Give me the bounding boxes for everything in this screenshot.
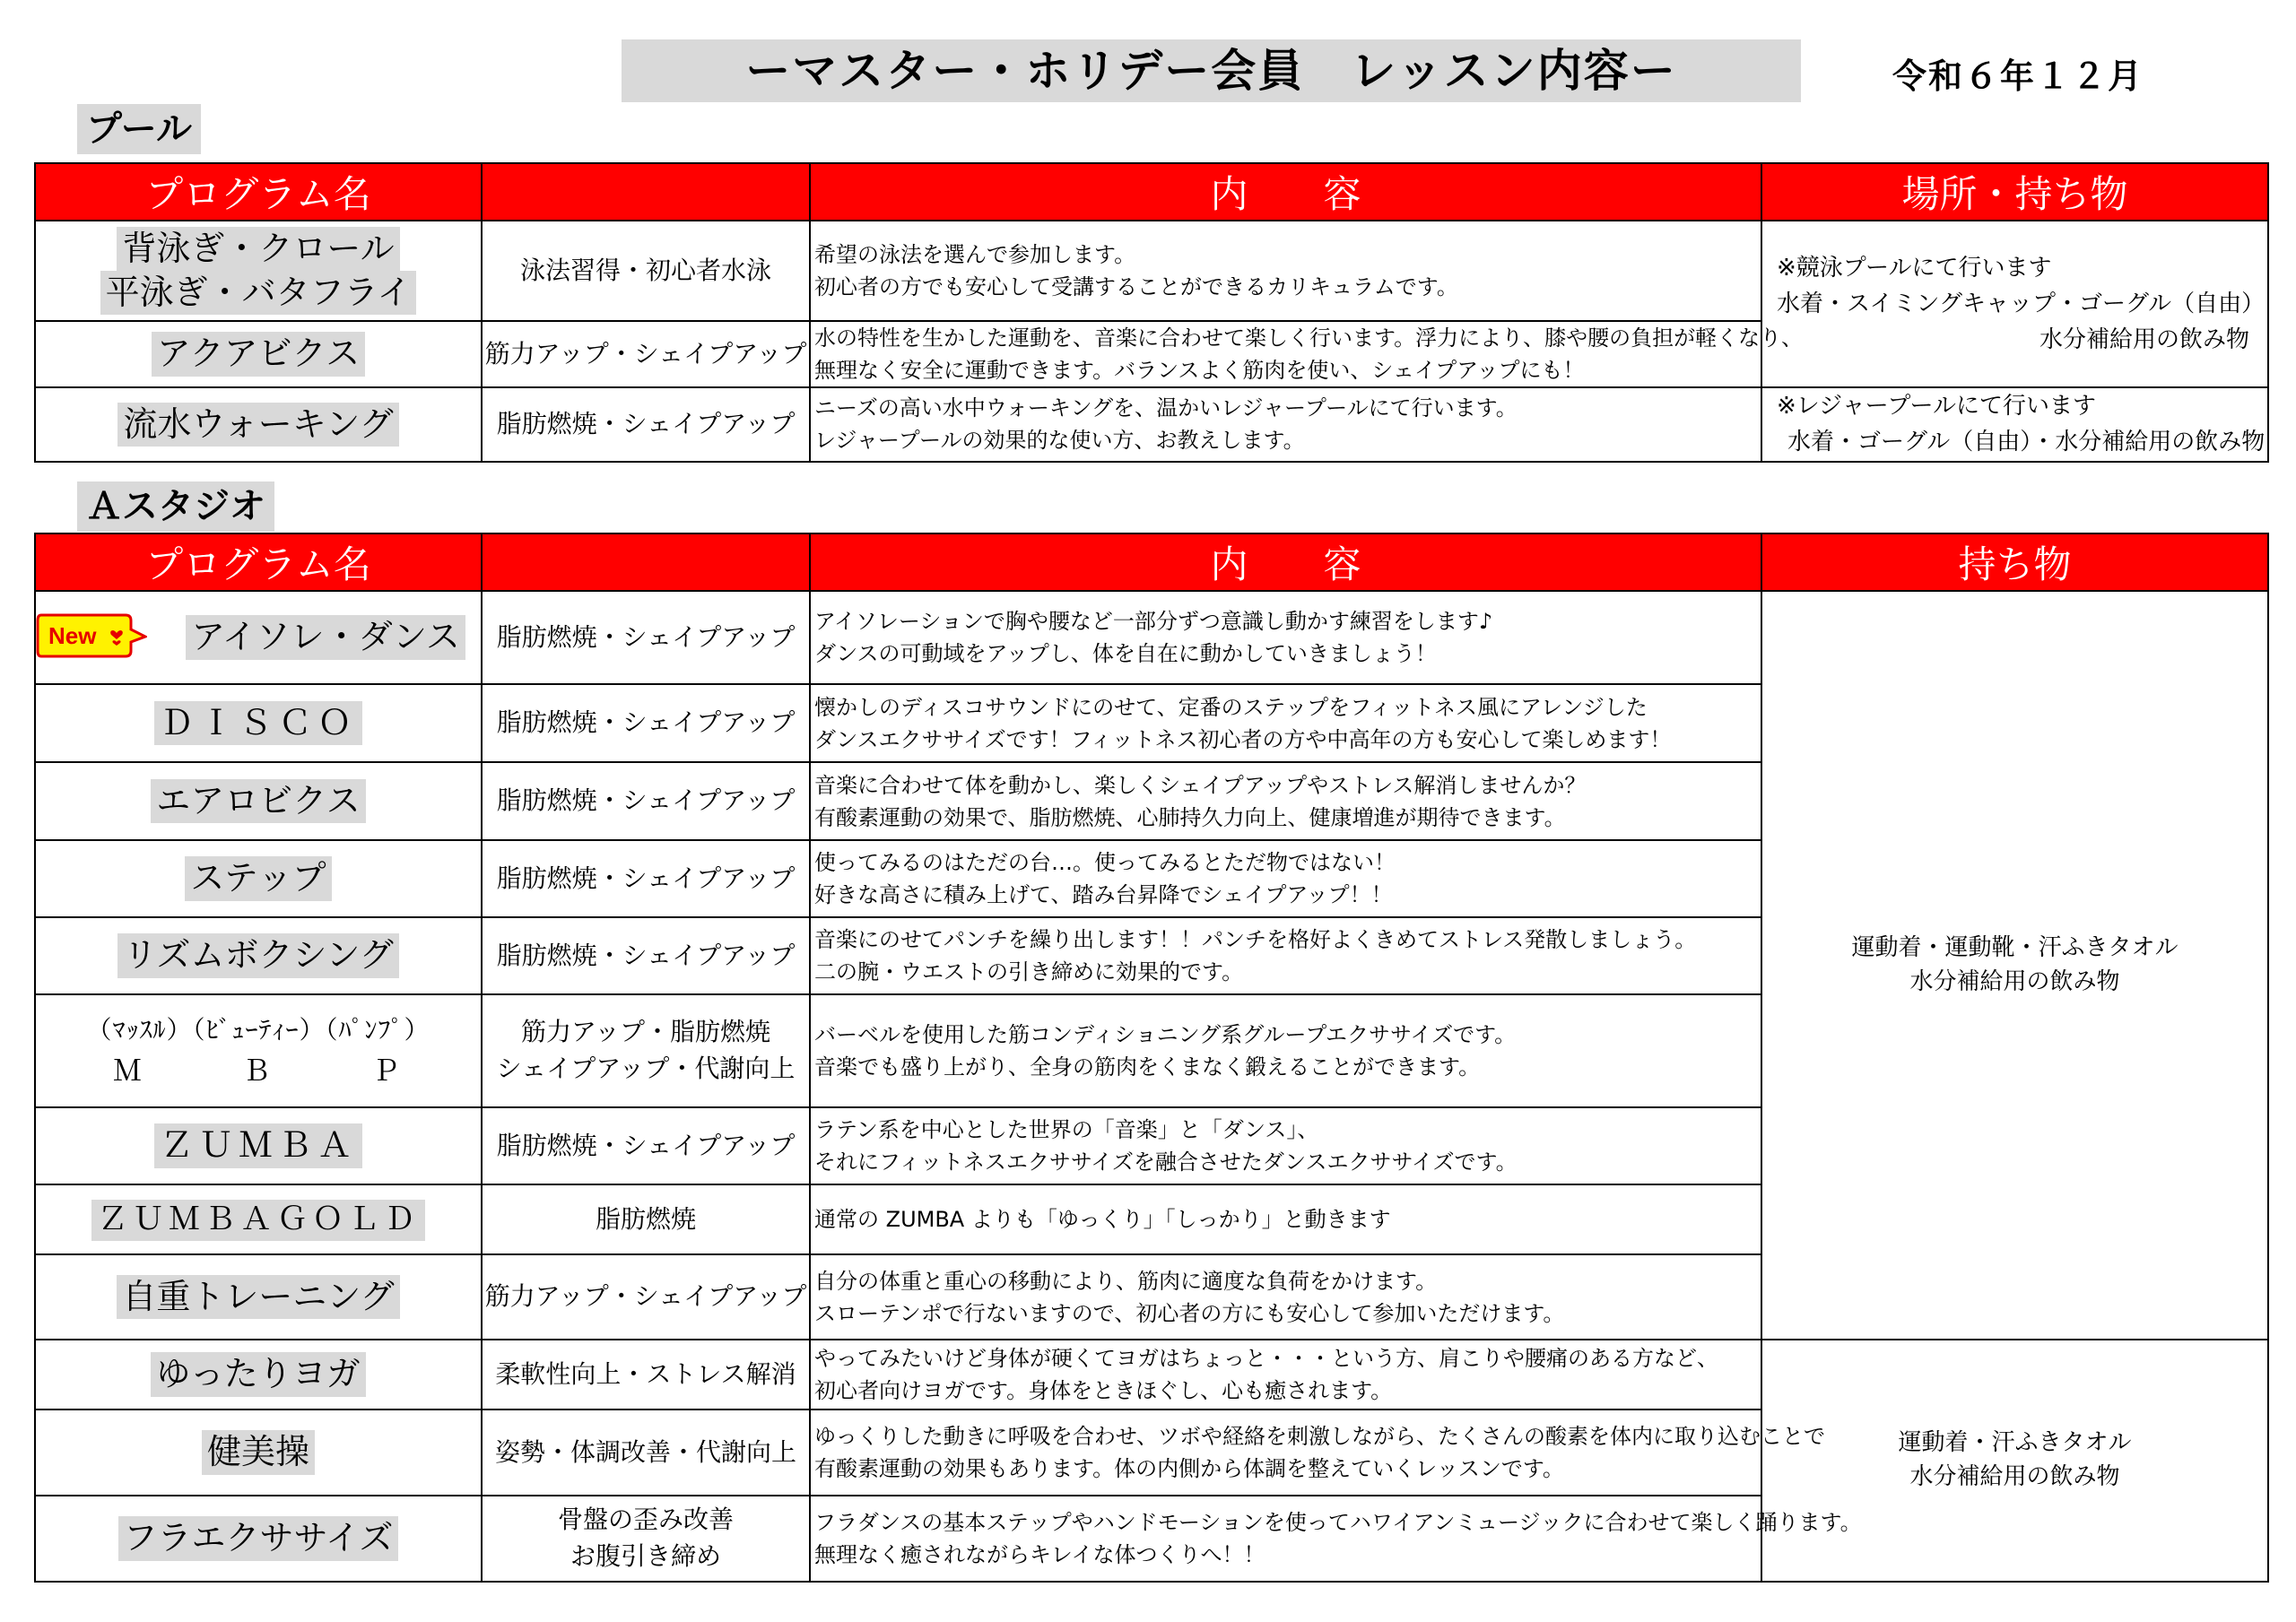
- program-description: バーベルを使用した筋コンディショニング系グループエクササイズです。 音楽でも盛り上がり、全身の筋肉をくまなく鍛えることができます。: [810, 994, 1761, 1107]
- program-description: 使ってみるのはただの台…。使ってみるとただ物ではない！ 好きな高さに積み上げて、踏み台昇降でシェイプアップ！！: [810, 840, 1761, 917]
- program-description: 水の特性を生かした運動を、音楽に合わせて楽しく行います。浮力により、膝や腰の負担が軽くなり、 無理なく安全に運動できます。バランスよく筋肉を使い、シェイプアップにも！: [810, 321, 1761, 387]
- header-content: 内 容: [810, 533, 1761, 591]
- new-badge-label: New: [48, 622, 97, 649]
- program-name: ステップ: [35, 840, 482, 917]
- page-title: ーマスター・ホリデー会員 レッスン内容ー: [622, 39, 1801, 102]
- program-name: フラエクササイズ: [35, 1496, 482, 1582]
- header-category: [482, 163, 810, 221]
- program-description: 音楽にのせてパンチを繰り出します！！パンチを格好よくきめてストレス発散しましょう。 二の腕・ウエストの引き締めに効果的です。: [810, 917, 1761, 994]
- location-items: ※競泳プールにて行います 水着・スイミングキャップ・ゴーグル（自由） 水分補給用の飲み物: [1761, 221, 2268, 387]
- program-description: ゆっくりした動きに呼吸を合わせ、ツボや経絡を刺激しながら、たくさんの酸素を体内に取り込むことで 有酸素運動の効果もあります。体の内側から体調を整えていくレッスンです。: [810, 1409, 1761, 1496]
- items-list: 運動着・運動靴・汗ふきタオル 水分補給用の飲み物: [1761, 591, 2268, 1340]
- program-description: やってみたいけど身体が硬くてヨガはちょっと・・・という方、肩こりや腰痛のある方など、 初心者向けヨガです。身体をときほぐし、心も癒されます。: [810, 1340, 1761, 1409]
- program-description: フラダンスの基本ステップやハンドモーションを使ってハワイアンミュージックに合わせて楽しく踊ります。 無理なく癒されながらキレイな体つくりへ！！: [810, 1496, 1761, 1582]
- header-content: 内 容: [810, 163, 1761, 221]
- header-location: 場所・持ち物: [1761, 163, 2268, 221]
- program-name: 自重トレーニング: [35, 1254, 482, 1340]
- program-category: 脂肪燃焼・シェイプアップ: [482, 591, 810, 684]
- program-category: 筋力アップ・シェイプアップ: [482, 1254, 810, 1340]
- program-description: アイソレーションで胸や腰など一部分ずつ意識し動かす練習をします♪ ダンスの可動域をアップし、体を自在に動かしていきましょう！: [810, 591, 1761, 684]
- program-name: 流水ウォーキング: [35, 387, 482, 462]
- date-label: 令和６年１２月: [1892, 56, 2144, 96]
- program-name: ＺＵＭＢＡＧＯＬＤ: [35, 1184, 482, 1254]
- program-category: 脂肪燃焼・シェイプアップ: [482, 684, 810, 762]
- program-category: 脂肪燃焼・シェイプアップ: [482, 762, 810, 840]
- program-category: 筋力アップ・シェイプアップ: [482, 321, 810, 387]
- program-category: 骨盤の歪み改善 お腹引き締め: [482, 1496, 810, 1582]
- program-category: 柔軟性向上・ストレス解消: [482, 1340, 810, 1409]
- program-description: 懐かしのディスコサウンドにのせて、定番のステップをフィットネス風にアレンジした ダンスエクササイズです！フィットネス初心者の方や中高年の方も安心して楽しめます！: [810, 684, 1761, 762]
- program-category: 脂肪燃焼・シェイプアップ: [482, 1107, 810, 1184]
- program-description: 通常の ZUMBA よりも「ゆっくり」「しっかり」と動きます: [810, 1184, 1761, 1254]
- table-row: [35, 221, 2268, 321]
- header-category: [482, 533, 810, 591]
- table-header-row: [35, 533, 2268, 591]
- new-badge: [36, 612, 147, 660]
- program-description: ラテン系を中心とした世界の「音楽」と「ダンス」、 それにフィットネスエクササイズを融合させたダンスエクササイズです。: [810, 1107, 1761, 1184]
- program-category: 脂肪燃焼・シェイプアップ: [482, 917, 810, 994]
- program-category: 筋力アップ・脂肪燃焼 シェイプアップ・代謝向上: [482, 994, 810, 1107]
- header-program: プログラム名: [35, 163, 482, 221]
- program-name: アイソレ・ダンス: [35, 591, 482, 684]
- program-description: 希望の泳法を選んで参加します。 初心者の方でも安心して受講することができるカリキュラムです。: [810, 221, 1761, 321]
- program-name: ゆったりヨガ: [35, 1340, 482, 1409]
- table-row: [35, 591, 2268, 684]
- program-name: 健美操: [35, 1409, 482, 1496]
- section-label-studio: Ａスタジオ: [77, 481, 274, 532]
- items-list: 運動着・汗ふきタオル 水分補給用の飲み物: [1761, 1340, 2268, 1582]
- pool-table: [34, 162, 2269, 463]
- program-description: 自分の体重と重心の移動により、筋肉に適度な負荷をかけます。 スローテンポで行ないますので、初心者の方にも安心して参加いただけます。: [810, 1254, 1761, 1340]
- program-category: 姿勢・体調改善・代謝向上: [482, 1409, 810, 1496]
- program-description: ニーズの高い水中ウォーキングを、温かいレジャープールにて行います。 レジャープールの効果的な使い方、お教えします。: [810, 387, 1761, 462]
- program-name: ＤＩＳＣＯ: [35, 684, 482, 762]
- program-category: 泳法習得・初心者水泳: [482, 221, 810, 321]
- header-program: プログラム名: [35, 533, 482, 591]
- table-row: [35, 387, 2268, 462]
- program-category: 脂肪燃焼・シェイプアップ: [482, 840, 810, 917]
- program-description: 音楽に合わせて体を動かし、楽しくシェイプアップやストレス解消しませんか？ 有酸素運動の効果で、脂肪燃焼、心肺持久力向上、健康増進が期待できます。: [810, 762, 1761, 840]
- header-items: 持ち物: [1761, 533, 2268, 591]
- table-header-row: [35, 163, 2268, 221]
- program-name: ＺＵＭＢＡ: [35, 1107, 482, 1184]
- program-name: リズムボクシング: [35, 917, 482, 994]
- program-name: （ﾏｯｽﾙ）（ﾋﾞｭｰﾃｨｰ）（ﾊﾟﾝﾌﾟ） Ｍ Ｂ Ｐ: [35, 994, 482, 1107]
- location-items: ※レジャープールにて行います 水着・ゴーグル（自由）・水分補給用の飲み物: [1761, 387, 2268, 462]
- program-category: 脂肪燃焼・シェイプアップ: [482, 387, 810, 462]
- section-label-pool: プール: [77, 104, 201, 154]
- table-row: [35, 1340, 2268, 1409]
- program-name: アクアビクス: [35, 321, 482, 387]
- program-category: 脂肪燃焼: [482, 1184, 810, 1254]
- program-name: 背泳ぎ・クロール 平泳ぎ・バタフライ: [35, 221, 482, 321]
- program-name: エアロビクス: [35, 762, 482, 840]
- studio-table: [34, 533, 2269, 1583]
